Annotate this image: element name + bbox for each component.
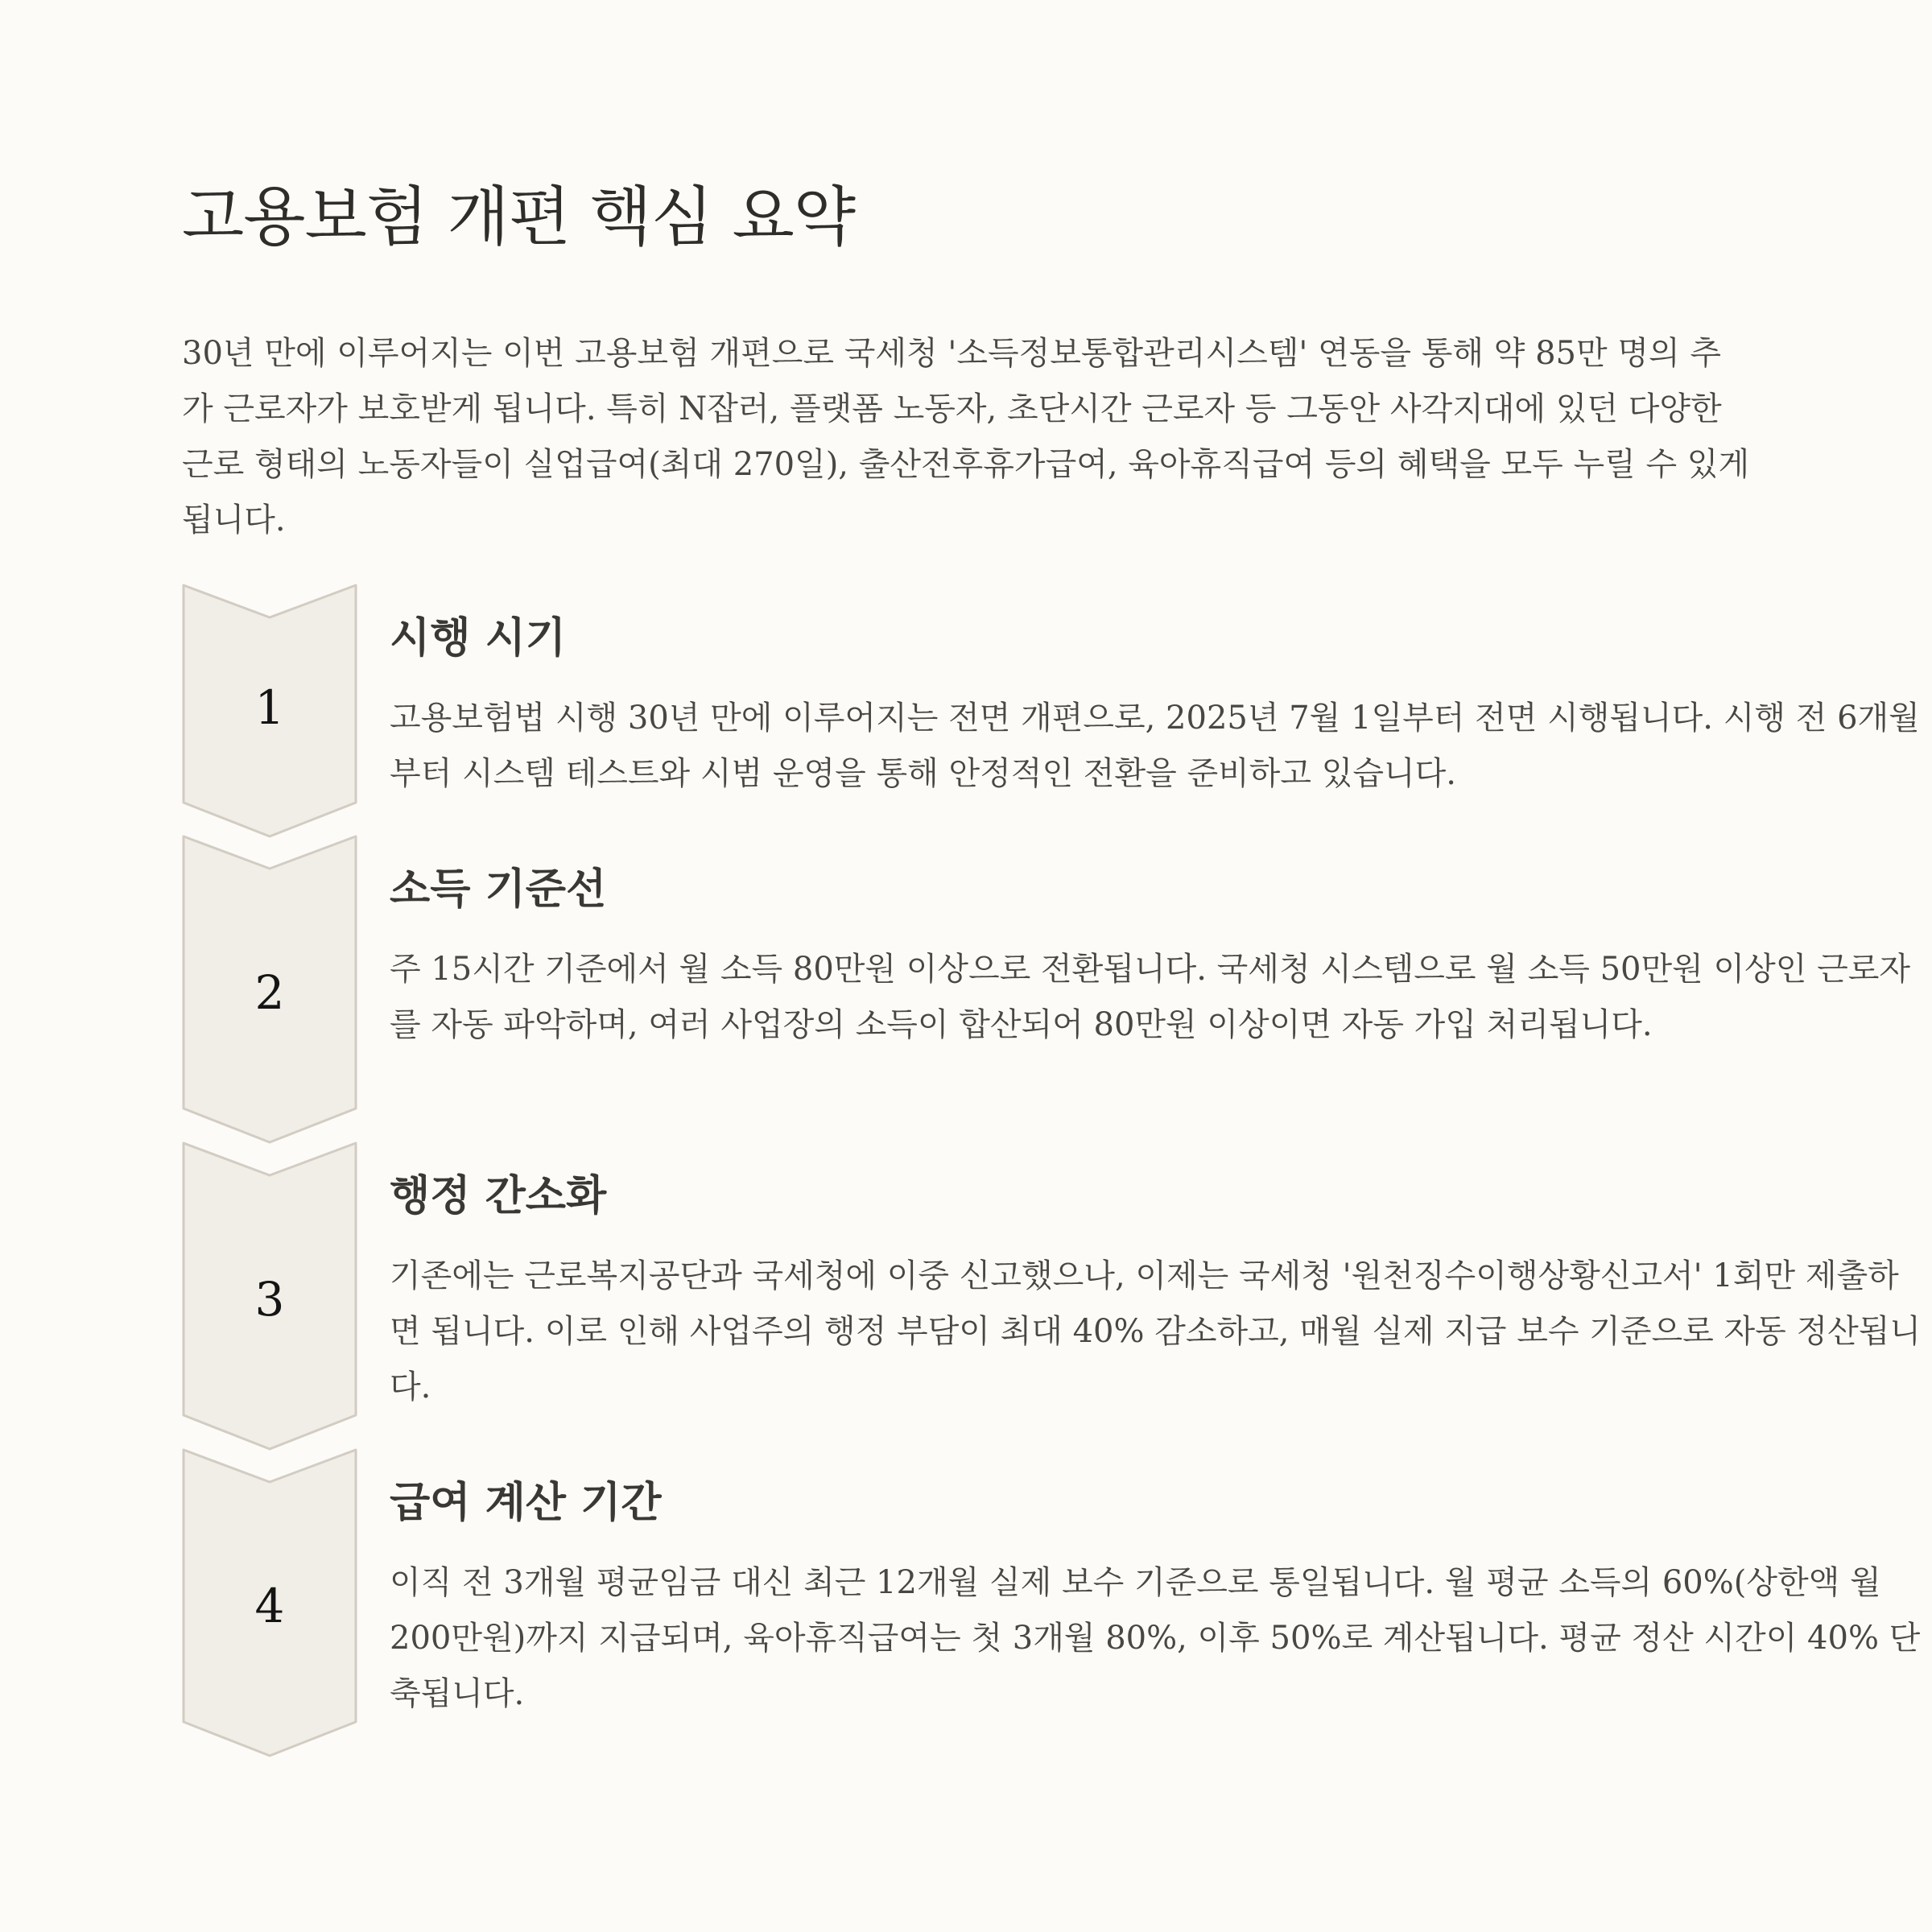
step-number: 1 — [254, 680, 285, 735]
step-description: 고용보험법 시행 30년 만에 이루어지는 전면 개편으로, 2025년 7월 1일부터 전면 시행됩니다. 시행 전 6개월부터 시스템 테스트와 시범 운영을 통해 안정적인 전환을 준비하고 있습니다. — [390, 700, 1920, 792]
step-heading: 급여 계산 기간 — [390, 1479, 662, 1527]
step-description: 이직 전 3개월 평균임금 대신 최근 12개월 실제 보수 기준으로 통일됩니다. 월 평균 소득의 60%(상한액 월 200만원)까지 지급되며, 육아휴직급여는 첫 3개월 80%, 이후 50%로 계산됩니다. 평균 정산 시간이 40% 단축됩니다. — [390, 1564, 1921, 1712]
step-number: 2 — [254, 965, 285, 1020]
intro-paragraph: 30년 만에 이루어지는 이번 고용보험 개편으로 국세청 '소득정보통합관리시스템' 연동을 통해 약 85만 명의 추가 근로자가 보호받게 됩니다. 특히 N잡러, 플랫폼 노동자, 초단시간 근로자 등 그동안 사각지대에 있던 다양한 근로 형태의 노동자들이 실업급여(최대 270일), 출산전후휴가급여, 육아휴직급여 등의 혜택을 모두 누릴 수 있게 됩니다. — [182, 335, 1750, 539]
step-heading: 소득 기준선 — [390, 865, 607, 914]
page-title: 고용보험 개편 핵심 요약 — [182, 180, 856, 254]
step-description: 기존에는 근로복지공단과 국세청에 이중 신고했으나, 이제는 국세청 '원천징수이행상황신고서' 1회만 제출하면 됩니다. 이로 인해 사업주의 행정 부담이 최대 40% 감소하고, 매월 실제 지급 보수 기준으로 자동 정산됩니다. — [390, 1257, 1922, 1406]
step-number: 3 — [254, 1272, 285, 1327]
document — [182, 169, 1922, 1712]
step-description: 주 15시간 기준에서 월 소득 80만원 이상으로 전환됩니다. 국세청 시스템으로 월 소득 50만원 이상인 근로자를 자동 파악하며, 여러 사업장의 소득이 합산되어 80만원 이상이면 자동 가입 처리됩니다. — [390, 951, 1911, 1043]
step-heading: 행정 간소화 — [390, 1172, 607, 1220]
step-heading: 시행 시기 — [390, 614, 567, 663]
step-number: 4 — [254, 1579, 285, 1633]
